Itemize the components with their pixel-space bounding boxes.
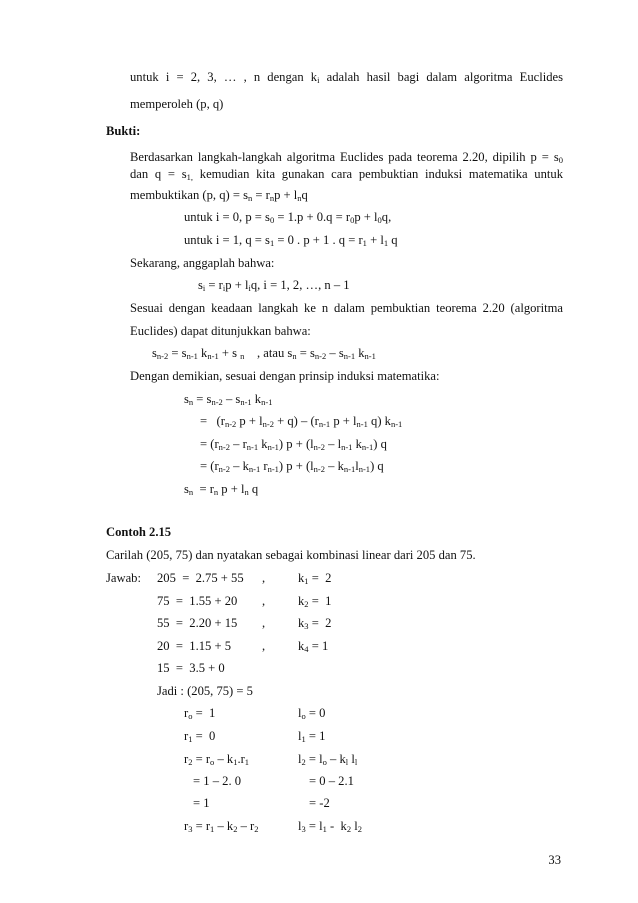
text-line: Carilah (205, 75) dan nyatakan sebagai kombinasi linear dari 205 dan 75. bbox=[106, 548, 476, 562]
equation-line: untuk i = 1, $q = s_1 = 0$ . p + 1 . $q = r_1 + l_1$ q bbox=[184, 233, 398, 248]
example-heading: Contoh 2.15 bbox=[106, 525, 172, 539]
text-line: dan $q = s_{1,}$ kemudian kita gunakan cara pembuktian induksi matematika untuk bbox=[130, 167, 563, 182]
division-step: 20 = 1.15 + 5 bbox=[157, 639, 232, 653]
equation-line: $s_n = r_n$ $p + l_n$ q bbox=[184, 482, 259, 497]
comma: , bbox=[262, 639, 266, 653]
l-step: = -2 bbox=[309, 796, 330, 810]
l-step: $l_2 = l_o - k_l$ $l_l$ bbox=[298, 752, 358, 767]
division-step: 55 = 2.20 + 15 bbox=[157, 616, 238, 630]
quotient: $k_2 = 1$ bbox=[298, 594, 332, 609]
text-line: Berdasarkan langkah-langkah algoritma Euclides pada teorema 2.20, dipilih $p = s_0$ bbox=[130, 150, 563, 165]
equation-line: untuk i = 0, $p = s_0 = 1.p + 0.q = r_0p + l_0q$, bbox=[184, 210, 392, 225]
text-line: memperoleh (p, q) bbox=[130, 97, 224, 111]
r-step: $r_2 = r_o - k_1.r_1$ bbox=[184, 752, 250, 767]
equation-line: $s_{n-2} = s_{n-1}$ $k_{n-1} + s$ $_n$ , atau $s_n = s_{n-2} - s_{n-1}$ $k_{n-1}$ bbox=[152, 346, 376, 361]
division-step: 205 = 2.75 + 55 bbox=[157, 571, 244, 585]
text-line: Dengan demikian, sesuai dengan prinsip induksi matematika: bbox=[130, 369, 440, 383]
page-number: 33 bbox=[548, 853, 561, 867]
text-line: Sesuai dengan keadaan langkah ke n dalam pembuktian teorema 2.20 (algoritma bbox=[130, 301, 563, 315]
equation-line: = ($r_{n-2}$ $p + l_{n-2} + q) - (r_{n-1}$ $p + l_{n-1}$ q) $k_{n-1}$ bbox=[200, 414, 403, 429]
equation-line: = ($r_{n-2} - k_{n-1}$ $r_{n-1}$) $p + (l_{n-2} - k_{n-1}l_{n-1})$ q bbox=[200, 459, 384, 474]
l-step: $l_1 = 1$ bbox=[298, 729, 326, 744]
comma: , bbox=[262, 616, 266, 630]
text-line: membuktikan (p, $q) = s_n = r_np + l_nq$ bbox=[130, 188, 308, 203]
l-step: = 0 – 2.1 bbox=[309, 774, 354, 788]
comma: , bbox=[262, 594, 266, 608]
r-step: = 1 – 2. 0 bbox=[193, 774, 242, 788]
section-heading: Bukti: bbox=[106, 124, 141, 138]
quotient: $k_1 = 2$ bbox=[298, 571, 332, 586]
equation-line: $s_n = s_{n-2} - s_{n-1}$ $k_{n-1}$ bbox=[184, 392, 273, 407]
r-step: $r_3 = r_1 - k_2 - r_2$ bbox=[184, 819, 259, 834]
result-line: Jadi : (205, 75) = 5 bbox=[157, 684, 253, 698]
answer-label: Jawab: bbox=[106, 571, 141, 585]
l-step: $l_o = 0$ bbox=[298, 706, 326, 721]
comma: , bbox=[262, 571, 266, 585]
division-step: 75 = 1.55 + 20 bbox=[157, 594, 238, 608]
text-line: Sekarang, anggaplah bahwa: bbox=[130, 256, 275, 270]
r-step: $r_o = 1$ bbox=[184, 706, 216, 721]
equation-line: = ($r_{n-2} - r_{n-1}$ $k_{n-1}$) $p + (l_{n-2} - l_{n-1}$ $k_{n-1}$) q bbox=[200, 437, 387, 452]
text-line: untuk i = 2, 3, … , n dengan $k_i$ adalah hasil bagi dalam algoritma Euclides bbox=[130, 70, 563, 85]
r-step: = 1 bbox=[193, 796, 210, 810]
equation-line: $s_i = r_ip + l_iq$, i = 1, 2, …, n – 1 bbox=[198, 278, 350, 293]
division-step: 15 = 3.5 + 0 bbox=[157, 661, 225, 675]
l-step: $l_3 = l_1 - k_2$ $l_2$ bbox=[298, 819, 362, 834]
r-step: $r_1 = 0$ bbox=[184, 729, 216, 744]
quotient: $k_3 = 2$ bbox=[298, 616, 332, 631]
text-line: Euclides) dapat ditunjukkan bahwa: bbox=[130, 324, 311, 338]
quotient: $k_4 = 1$ bbox=[298, 639, 329, 654]
